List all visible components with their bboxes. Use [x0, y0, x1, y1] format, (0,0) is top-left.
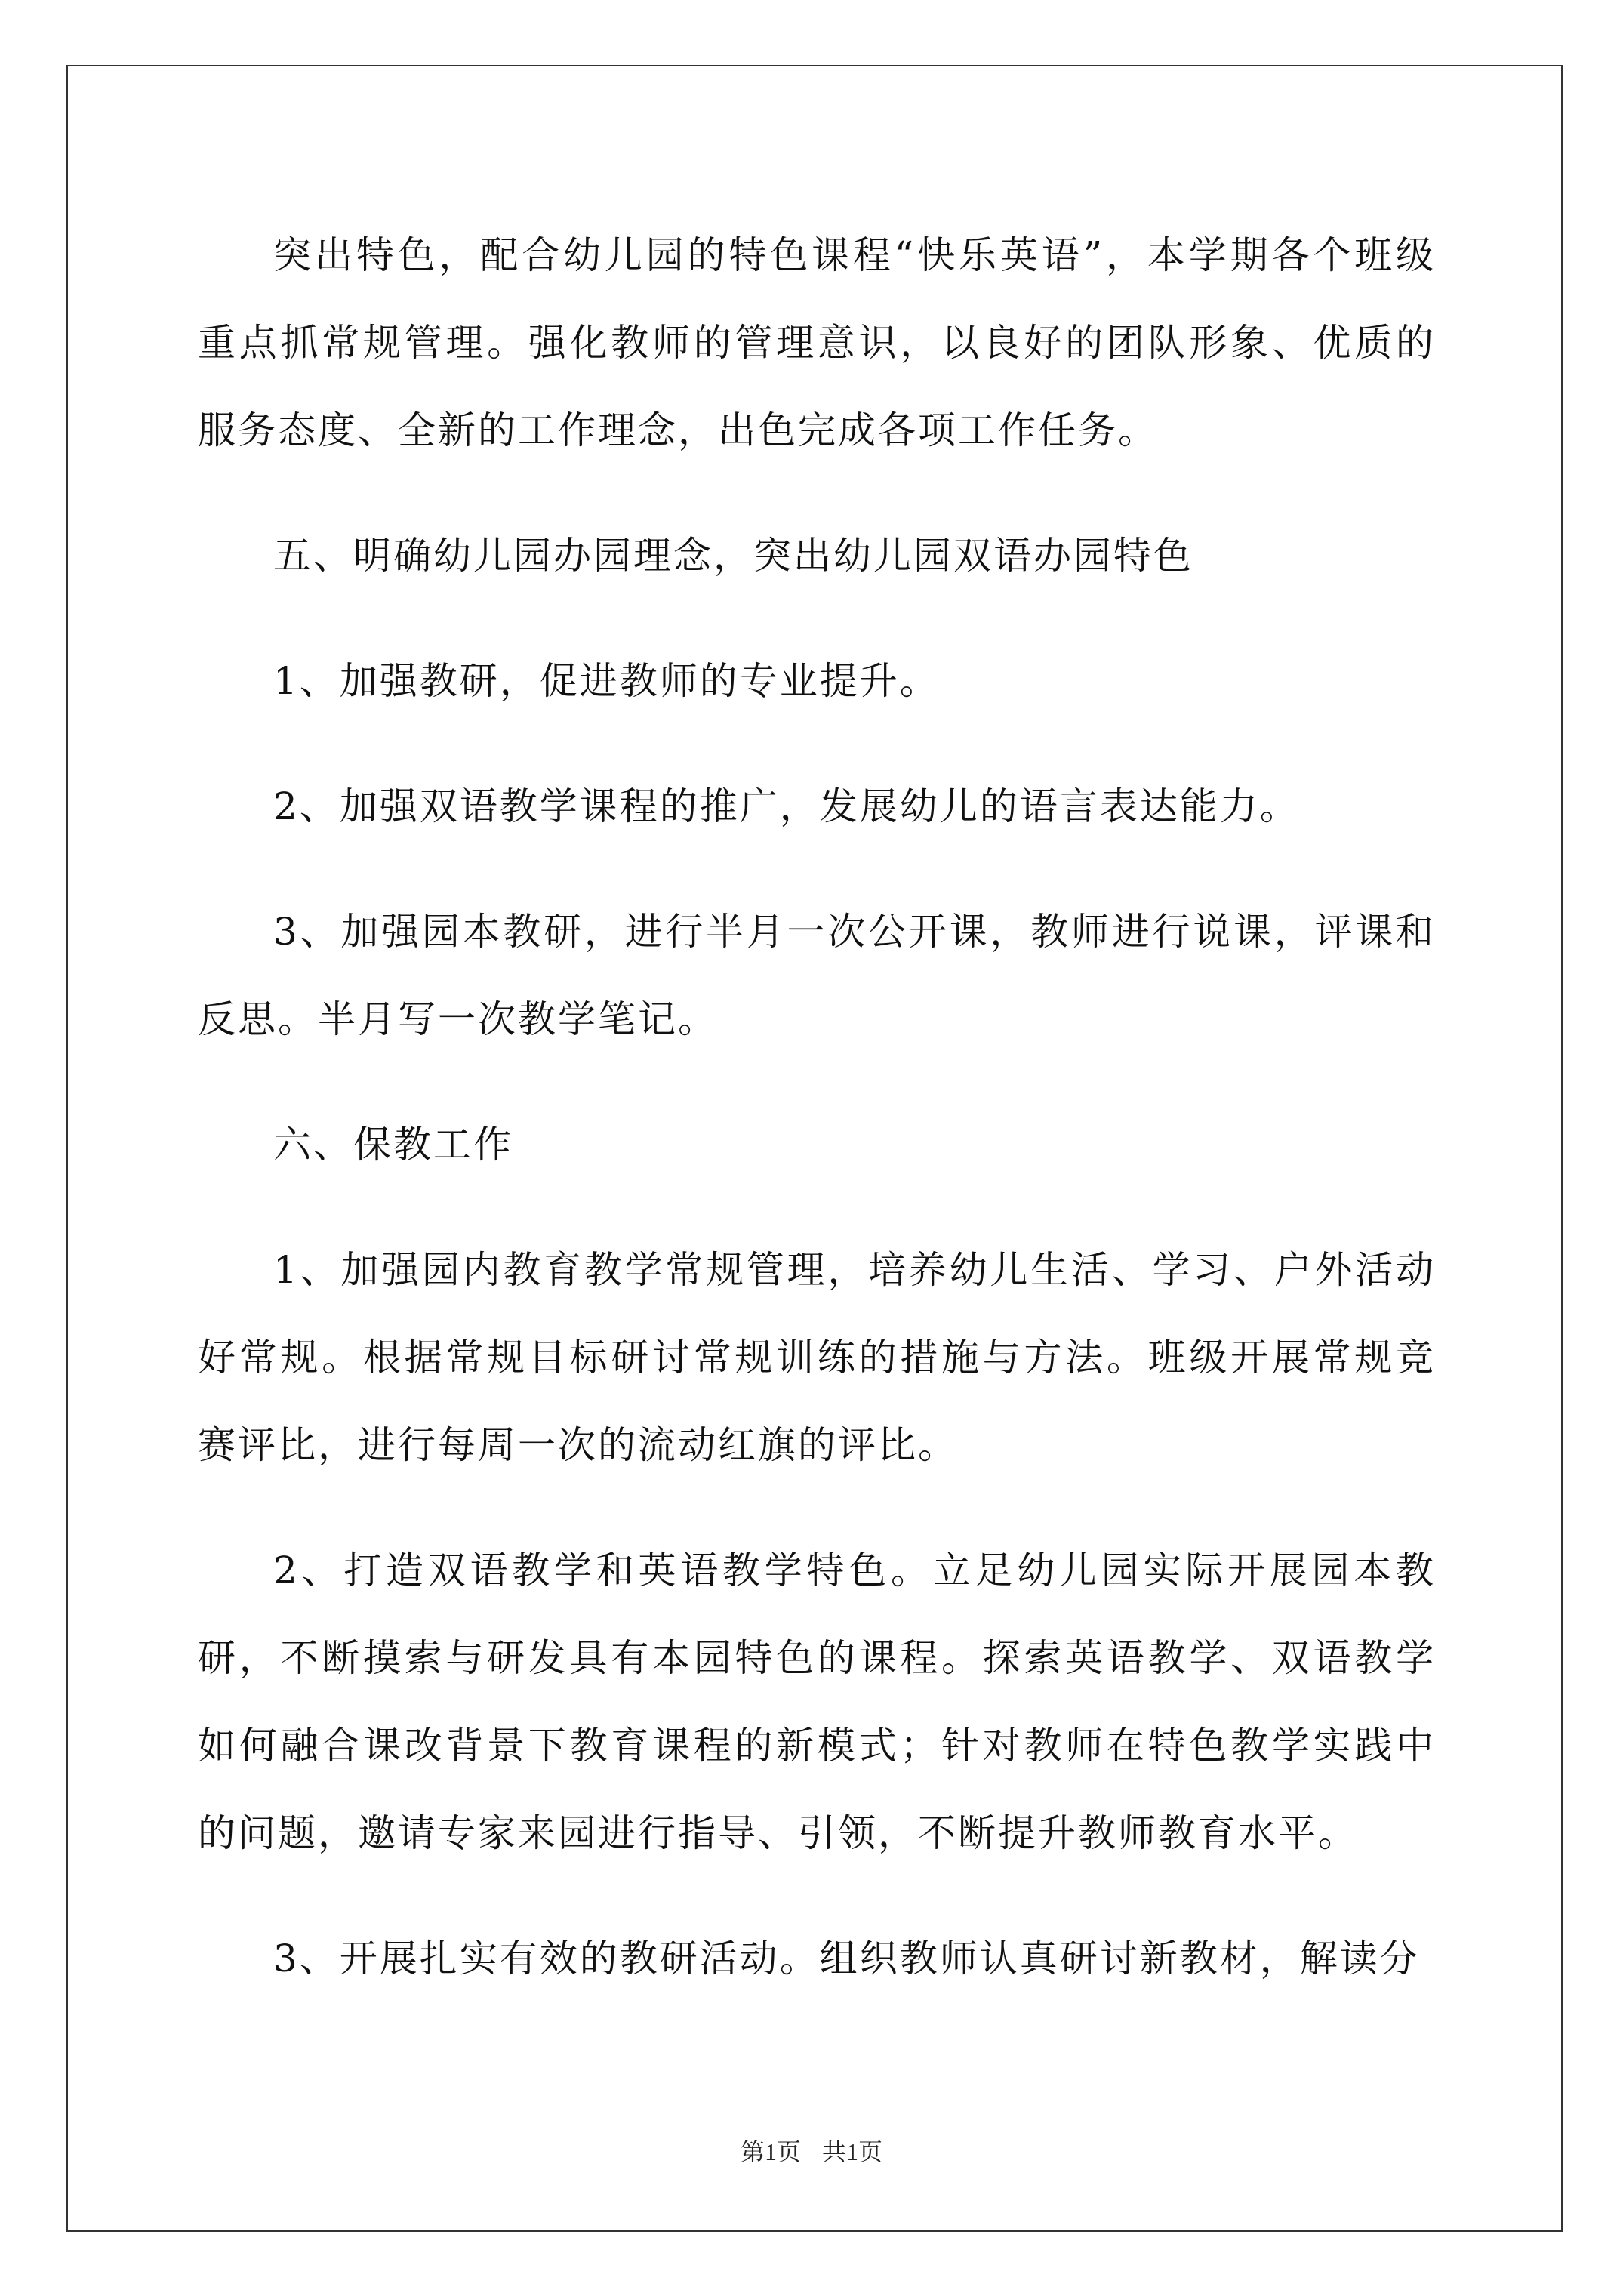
paragraph-1: 突出特色，配合幼儿园的特色课程“快乐英语”，本学期各个班级重点抓常规管理。强化教师的管理意识，以良好的团队形象、优质的服务态度、全新的工作理念，出色完成各项工作任务。	[198, 233, 1436, 452]
list-item-6-1: 1、加强园内教育教学常规管理，培养幼儿生活、学习、户外活动好常规。根据常规目标研讨常规训练的措施与方法。班级开展常规竞赛评比，进行每周一次的流动红旗的评比。	[198, 1248, 1436, 1467]
page-footer	[0, 2133, 1623, 2168]
list-item-5-2: 2、加强双语教学课程的推广，发展幼儿的语言表达能力。	[273, 784, 1300, 828]
page-total: 共1页	[822, 2138, 883, 2165]
list-item-6-2: 2、打造双语教学和英语教学特色。立足幼儿园实际开展园本教研，不断摸索与研发具有本园特色的课程。探索英语教学、双语教学如何融合课改背景下教育课程的新模式；针对教师在特色教学实践中的问题，邀请专家来园进行指导、引领，不断提升教师教育水平。	[198, 1549, 1436, 1855]
page-number: 第1页	[740, 2138, 801, 2165]
section-heading-6: 六、保教工作	[273, 1123, 513, 1166]
list-item-6-3: 3、开展扎实有效的教研活动。组织教师认真研讨新教材，解读分	[273, 1937, 1420, 1980]
section-heading-5: 五、明确幼儿园办园理念，突出幼儿园双语办园特色	[273, 534, 1193, 578]
list-item-5-3: 3、加强园本教研，进行半月一次公开课，教师进行说课，评课和反思。半月写一次教学笔记。	[198, 910, 1436, 1041]
list-item-5-1: 1、加强教研，促进教师的专业提升。	[273, 659, 940, 703]
document-body	[198, 211, 1436, 2040]
